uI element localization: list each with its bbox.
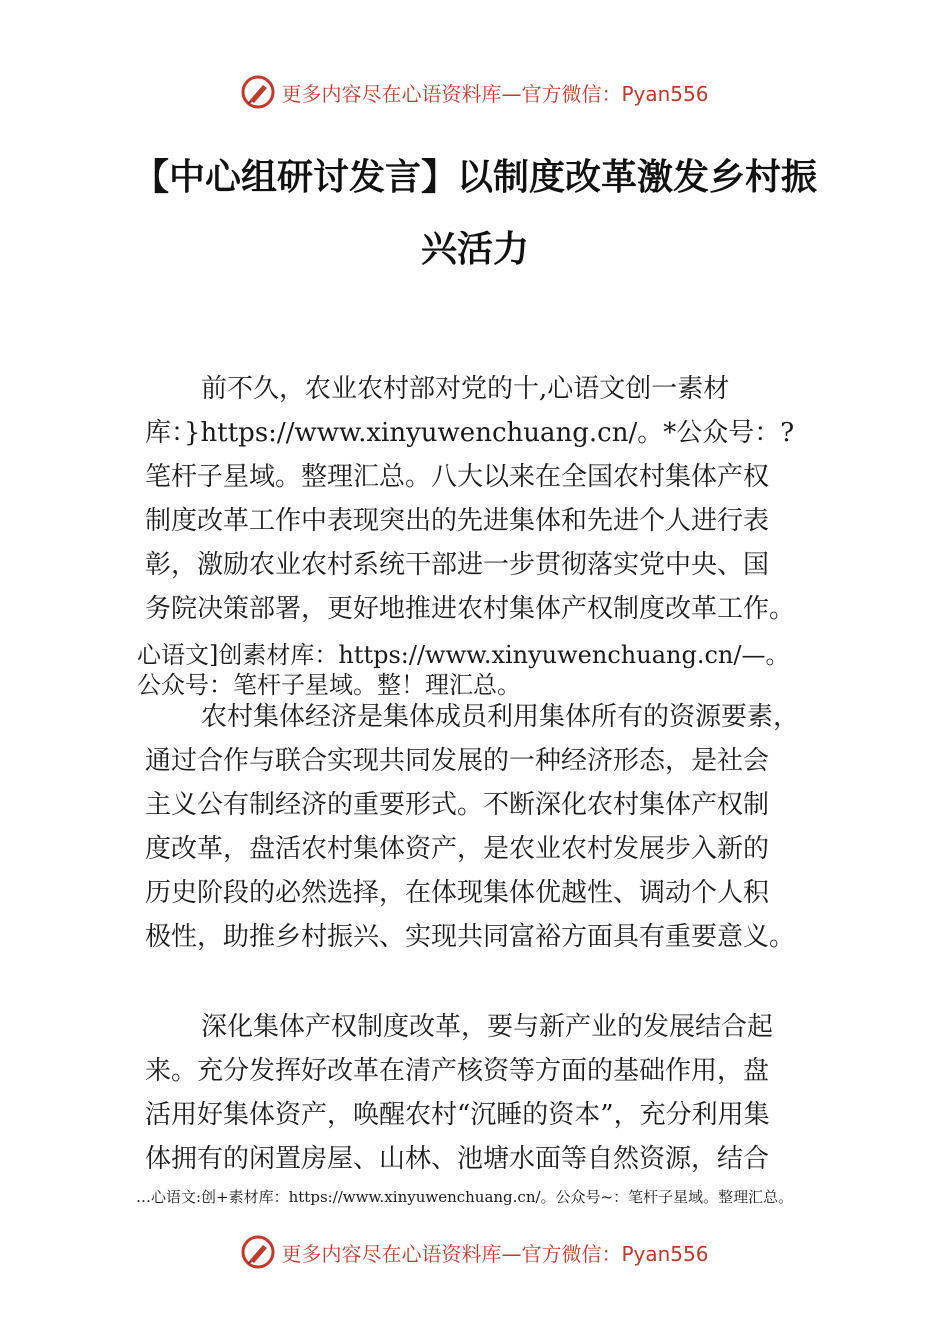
header-banner: [0, 72, 950, 112]
pen-logo-icon: [241, 1235, 275, 1269]
paragraph-line: 来。充分发挥好改革在清产核资等方面的基础作用，盘: [145, 1056, 770, 1086]
paragraph-line: 农村集体经济是集体成员利用集体所有的资源要素，: [201, 702, 800, 732]
footer-watermark-note: …心语文:创+素材库：https://www.xinyuwenchuang.cn/。公众号~：笔杆子星域。整理汇总。: [136, 1188, 794, 1206]
paragraph-line: 体拥有的闲置房屋、山林、池塘水面等自然资源，结合: [145, 1144, 770, 1174]
banner-text: 更多内容尽在心语资料库—官方微信：Pyan556: [281, 1241, 709, 1266]
paragraph-line: 深化集体产权制度改革，要与新产业的发展结合起: [201, 1012, 774, 1042]
paragraph-line: 主义公有制经济的重要形式。不断深化农村集体产权制: [145, 790, 770, 820]
watermark-note: [137, 640, 837, 700]
note-line: 公众号：笔杆子星域。整！理汇总。: [137, 671, 521, 699]
paragraph-line: 活用好集体资产，唤醒农村“沉睡的资本”，充分利用集: [145, 1100, 770, 1130]
paragraph-line: 务院决策部署，更好地推进农村集体产权制度改革工作。: [145, 594, 796, 624]
paragraph-line: 制度改革工作中表现突出的先进集体和先进个人进行表: [145, 506, 770, 536]
paragraph-line: 笔杆子星域。整理汇总。八大以来在全国农村集体产权: [145, 462, 770, 492]
paragraph-1: [145, 367, 815, 631]
paragraph-3: [145, 1005, 815, 1181]
paragraph-line: 极性，助推乡村振兴、实现共同富裕方面具有重要意义。: [145, 922, 796, 952]
note-line: 心语文]创素材库：https://www.xinyuwenchuang.cn/—。: [137, 641, 790, 669]
paragraph-line: 历史阶段的必然选择，在体现集体优越性、调动个人积: [145, 878, 770, 908]
paragraph-line: 度改革，盘活农村集体资产，是农业农村发展步入新的: [145, 834, 770, 864]
paragraph-line: 彰，激励农业农村系统干部进一步贯彻落实党中央、国: [145, 550, 770, 580]
paragraph-2: [145, 695, 815, 959]
banner-text: 更多内容尽在心语资料库—官方微信：Pyan556: [281, 81, 709, 106]
footer-banner: [0, 1232, 950, 1272]
page-title-line1: 【中心组研讨发言】以制度改革激发乡村振: [132, 157, 817, 198]
paragraph-line: 前不久，农业农村部对党的十,心语文创一素材: [201, 374, 730, 404]
paragraph-line: 库：}https://www.xinyuwenchuang.cn/。*公众号：?: [145, 418, 795, 448]
paragraph-line: 通过合作与联合实现共同发展的一种经济形态，是社会: [145, 746, 770, 776]
page-title-line2: 兴活力: [420, 229, 529, 270]
pen-logo-icon: [241, 75, 275, 109]
